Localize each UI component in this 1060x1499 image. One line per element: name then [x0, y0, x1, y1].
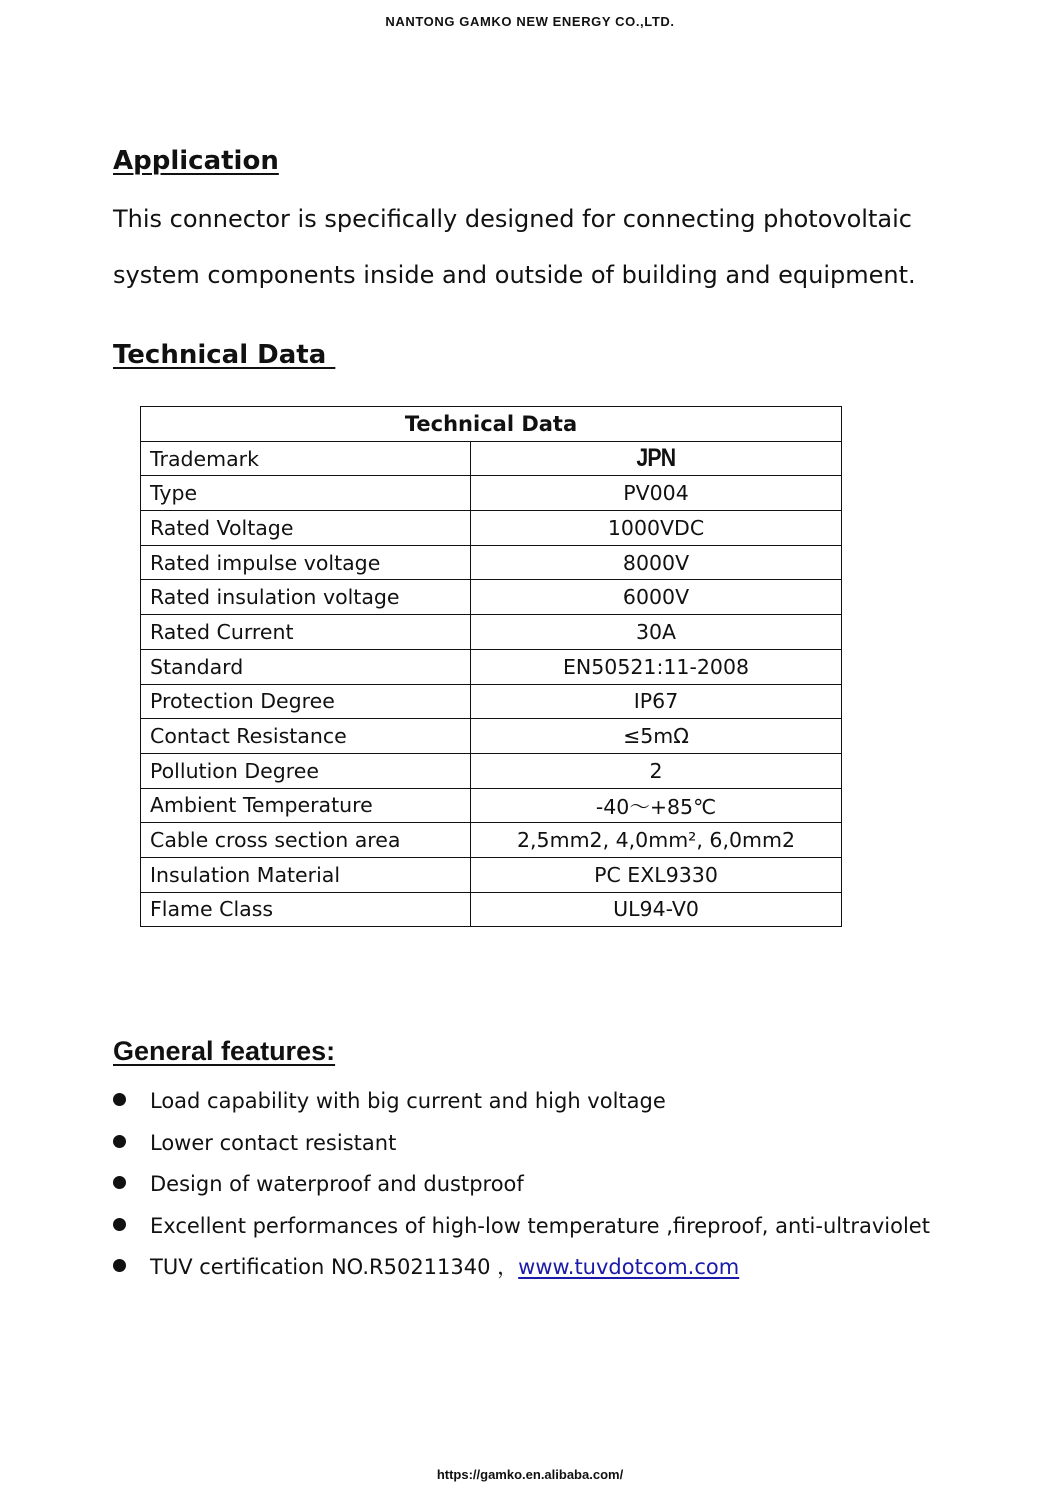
spec-value: UL94-V0 — [471, 892, 842, 927]
application-line-1: This connector is specifically designed for connecting photovoltaic — [113, 205, 912, 233]
feature-text: Excellent performances of high-low temperature ,fireproof, anti-ultraviolet — [150, 1213, 930, 1238]
spec-label: Pollution Degree — [141, 753, 471, 788]
table-row — [141, 511, 842, 546]
jpn-logo: JPN — [636, 444, 676, 473]
spec-label: Ambient Temperature — [141, 788, 471, 823]
spec-label: Type — [141, 476, 471, 511]
spec-value: PC EXL9330 — [471, 857, 842, 892]
spec-label: Rated insulation voltage — [141, 580, 471, 615]
list-item — [113, 1165, 930, 1207]
list-item — [113, 1248, 930, 1290]
bullet-icon — [113, 1218, 126, 1231]
table-row — [141, 753, 842, 788]
table-row — [141, 615, 842, 650]
table-row — [141, 788, 842, 823]
table-row — [141, 649, 842, 684]
technical-data-heading: Technical Data — [113, 340, 336, 370]
application-line-2: system components inside and outside of building and equipment. — [113, 261, 916, 289]
spec-value: 2 — [471, 753, 842, 788]
technical-data-table — [140, 406, 842, 927]
tuv-link[interactable]: www.tuvdotcom.com — [518, 1255, 740, 1279]
spec-value: EN50521:11-2008 — [471, 649, 842, 684]
bullet-icon — [113, 1135, 126, 1148]
list-item — [113, 1207, 930, 1249]
table-row — [141, 684, 842, 719]
general-features-heading: General features: — [113, 1036, 336, 1066]
trademark-logo — [471, 441, 842, 476]
footer-url: https://gamko.en.alibaba.com/ — [436, 1467, 624, 1482]
table-row — [141, 476, 842, 511]
spec-value: 2,5mm2, 4,0mm², 6,0mm2 — [471, 823, 842, 858]
table-row — [141, 892, 842, 927]
list-item — [113, 1082, 930, 1124]
spec-value: PV004 — [471, 476, 842, 511]
list-item — [113, 1124, 930, 1166]
table-row — [141, 545, 842, 580]
spec-label: Contact Resistance — [141, 719, 471, 754]
feature-text: Load capability with big current and high voltage — [150, 1089, 666, 1113]
company-header: NANTONG GAMKO NEW ENERGY CO.,LTD. — [385, 14, 675, 29]
spec-label: Standard — [141, 649, 471, 684]
spec-label: Trademark — [141, 441, 471, 476]
spec-label: Protection Degree — [141, 684, 471, 719]
spec-label: Rated Voltage — [141, 511, 471, 546]
application-heading: Application — [113, 146, 279, 176]
bullet-icon — [113, 1259, 126, 1272]
spec-label: Rated Current — [141, 615, 471, 650]
cert-text: TUV certification NO.R50211340 ， — [150, 1255, 519, 1279]
spec-label: Rated impulse voltage — [141, 545, 471, 580]
features-list — [113, 1082, 930, 1290]
table-title: Technical Data — [141, 407, 842, 442]
table-row — [141, 441, 842, 476]
spec-label: Flame Class — [141, 892, 471, 927]
spec-value: 1000VDC — [471, 511, 842, 546]
feature-text: Lower contact resistant — [150, 1130, 397, 1155]
spec-value: ≤5mΩ — [471, 719, 842, 754]
spec-value: 6000V — [471, 580, 842, 615]
spec-value: 30A — [471, 615, 842, 650]
table-row — [141, 823, 842, 858]
table-header-row — [141, 407, 842, 442]
spec-label: Insulation Material — [141, 857, 471, 892]
spec-value: IP67 — [471, 684, 842, 719]
table-row — [141, 719, 842, 754]
table-row — [141, 580, 842, 615]
bullet-icon — [113, 1176, 126, 1189]
spec-value: 8000V — [471, 545, 842, 580]
spec-label: Cable cross section area — [141, 823, 471, 858]
feature-text: Design of waterproof and dustproof — [150, 1172, 524, 1196]
spec-value: -40～+85℃ — [471, 788, 842, 823]
table-row — [141, 857, 842, 892]
bullet-icon — [113, 1093, 126, 1106]
